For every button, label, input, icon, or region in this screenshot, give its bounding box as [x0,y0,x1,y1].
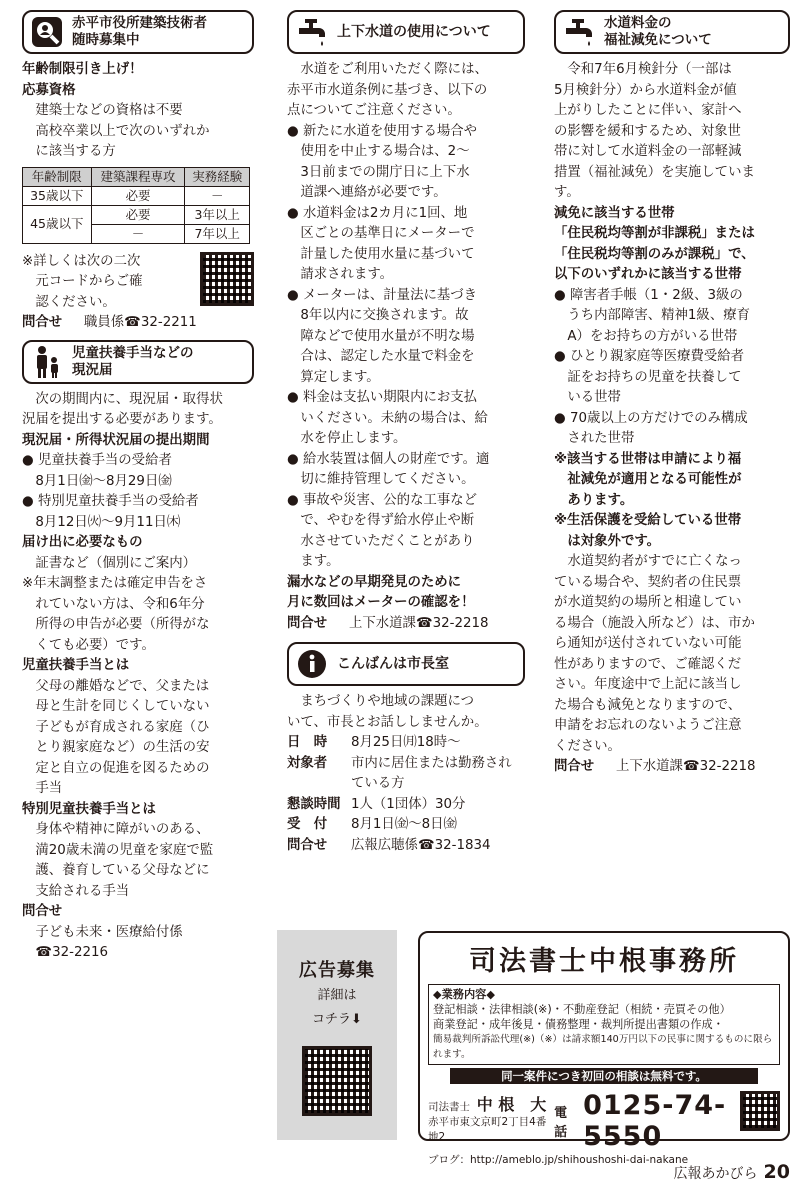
mayor-details [287,733,525,856]
def2-heading: 特別児童扶養手当とは [22,801,156,817]
list-item: ● 事故や災害、公的な工事など [287,492,478,508]
qual-line: 建築士などの資格は不要 [35,103,183,118]
law-qr-code[interactable] [740,1091,780,1131]
list-item: A）をお持ちの方がいる世帯 [567,328,738,344]
child-allowance-header [22,340,254,384]
column-3 [554,10,790,778]
table-cell: － [91,224,185,243]
table-cell: 7年以上 [185,224,250,243]
def2-line: 満20歳未満の児童を家庭で監 [35,842,214,858]
services-line: 登記相談・法律相談(※)・不動産登記（相続・売買その他） [433,1003,731,1016]
water-use-header [287,10,525,54]
ad-recruitment-box [277,930,397,1140]
services-box [428,984,780,1065]
detail-row [287,836,525,857]
relief-notes [554,450,790,553]
list-item: 証をお持ちの児童を扶養して [567,369,742,385]
note-line: あります。 [567,492,634,508]
recruit-title-1: 赤平市役所建築技術者 [72,15,207,31]
detail-value: 市内に居住または勤務されている方 [351,755,512,791]
need-text: 証書など（個別にご案内） [35,555,197,571]
table-cell: 45歳以下 [23,205,92,243]
services-line: 簡易裁判所訴訟代理(※)（※）は請求額140万円以下の民事に関するものに限られます。 [433,1034,773,1060]
eligible-cond: 以下のいずれかに該当する世帯 [554,267,742,282]
list-item: 算定します。 [300,369,380,385]
requirements-table [22,167,250,244]
list-item: 合は、認定した水量で料金を [300,349,475,364]
water-use-title: 上下水道の使用について [337,23,491,40]
faucet-icon [295,15,329,49]
list-item: 切に維持管理してください。 [300,472,475,487]
relief-intro: の影響を緩和するため、対象世 [554,123,741,139]
relief-para: 性がありますので、ご確認くだ [554,656,742,672]
child-contact-tel: ☎32-2216 [35,945,109,960]
list-item: ● ひとり親家庭等医療費受給者 [554,349,745,364]
detail-row [287,754,525,795]
qual-line: 高校卒業以上で次のいずれか [35,123,210,139]
qr-note: 認ください。 [35,294,116,310]
child-title-1: 児童扶養手当などの [72,344,194,361]
mayor-intro: いて、市長とお話ししませんか。 [287,714,488,730]
list-item: いる世帯 [567,390,621,405]
ad-details-line: 詳細は [317,988,357,1003]
role-label: 司法書士 [428,1101,470,1113]
water-bullet-list [287,122,525,573]
need-heading: 届け出に必要なもの [22,535,143,550]
list-item-text: 事故や災害、公的な工事など [302,492,478,508]
ad-qr-code[interactable] [302,1046,372,1116]
period-heading: 現況届・所得状況届の提出期間 [22,432,210,448]
list-item: うち内部障害、精神1級、療育 [567,308,750,323]
def1-line: 子どもが育成される家庭（ひ [35,719,210,735]
detail-label: 対象者 [287,755,328,771]
column-2 [287,10,525,856]
table-header: 年齢制限 [23,167,92,186]
law-office-title: 司法書士中根事務所 [469,946,739,977]
list-item: 8年以内に交換されます。故 [300,308,469,323]
relief-header [554,10,790,54]
free-consult-banner: 同一案件につき初回の相談は無料です。 [450,1068,758,1084]
list-item: 障などで使用水量が不明な場 [300,328,475,344]
eligible-cond: 「住民税均等割のみが課税」で、 [554,246,755,262]
column-1 [22,10,254,964]
qr-note: 元コードからご確 [35,274,143,289]
contact-label: 問合せ [22,904,63,919]
mayor-header [287,642,525,686]
def1-line: 母と生計を同じくしていない [35,699,210,714]
list-item-text: 障害者手帳（1・2級、3級の [569,287,743,303]
detail-value: 8月1日㈮～8日㈮ [351,817,457,832]
age-limit-line: 年齢制限引き上げ！ [22,62,143,77]
table-cell: 35歳以下 [23,186,92,205]
recruit-contact: 職員係☎32-2211 [84,315,197,330]
relief-para: る場合（施設入所など）は、市か [554,615,755,631]
relief-para: ら通知が送付されていない可能 [554,636,742,651]
list-item: いください。未納の場合は、給 [300,410,488,426]
detail-value: 1人（1団体）30分 [351,796,466,812]
qual-line: に該当する方 [35,144,116,159]
detail-label: 日 時 [287,735,328,750]
ad-details-line: コチラ⬇ [312,1012,362,1027]
list-item: 使用を中止する場合は、2～ [300,144,470,159]
list-item-text: ひとり親家庭等医療費受給者 [569,349,745,364]
law-office-ad [418,931,790,1166]
detail-value: 8月25日㈪18時～ [351,735,461,750]
contact-label: 問合せ [22,315,63,330]
tel-label: 電話 [554,1106,568,1140]
list-item: ● 特別児童扶養手当の受給者 [22,494,199,509]
leak-line: 漏水などの早期発見のために [287,574,462,590]
note-line: ※年末調整または確定申告をさ [22,576,208,591]
mayor-title: こんばんは市長室 [337,655,449,672]
child-intro: 況届を提出する必要があります。 [22,412,222,427]
services-heading: ◆業務内容◆ [433,988,495,1001]
detail-value: 広報広聴係☎32-1834 [351,837,491,853]
faucet-icon [562,15,596,49]
relief-para: た場合も減免となりますので、 [554,697,742,713]
note-line: ※生活保護を受給している世帯 [554,513,742,528]
list-item: 計量した使用水量に基づいて [300,246,475,262]
list-item: 道課へ連絡が必要です。 [300,185,447,200]
list-item: ます。 [300,554,340,569]
relief-title-2: 福祉減免について [604,32,712,48]
child-contact: 子ども未来・医療給付係 [35,924,183,940]
table-cell: 3年以上 [185,205,250,224]
relief-para: ている場合や、契約者の住民票 [554,574,742,590]
list-item-text: メーターは、計量法に基づき [302,287,478,303]
detail-row [287,815,525,836]
table-cell: 必要 [91,186,185,205]
publication-name: 広報あかびら [673,1166,758,1182]
def1-line: とり親家庭など）の生活の安 [35,740,210,755]
leak-line: 月に数回はメーターの確認を！ [287,595,475,610]
recruit-title-2: 随時募集中 [72,32,140,48]
list-item-text: 70歳以上の方だけでのみ構成 [569,410,748,426]
person-name: 中 根 大 [476,1095,547,1114]
eligible-heading: 減免に該当する世帯 [554,205,675,221]
mayor-intro: まちづくりや地域の課題につ [300,694,475,709]
def1-line: 手当 [35,781,63,796]
phone-number[interactable]: 0125-74-5550 [583,1090,727,1152]
list-item: ● 障害者手帳（1・2級、3級の [554,287,743,303]
note-line: は対象外です。 [567,533,661,549]
ad-title: 広告募集 [299,960,375,981]
list-item-text: 水道料金は2カ月に1回、地 [302,205,468,221]
child-title-2: 現況届 [72,361,113,378]
list-item: 水させていただくことがあり [300,533,475,549]
detail-label: 問合せ [287,837,328,853]
list-item: で、やむを得ず給水停止や断 [300,513,475,528]
list-item: 請求されます。 [300,267,394,282]
eligible-cond: 「住民税均等割が非課税」または [554,226,755,241]
relief-intro: 5月検針分）から水道料金が値 [554,82,737,98]
relief-intro: 令和7年6月検針分（一部は [567,62,732,77]
address: 赤平市東文京町2丁目4番地2 [428,1116,547,1143]
list-item: ● 70歳以上の方だけでのみ構成 [554,410,748,426]
child-intro: 次の期間内に、現況届・取得状 [35,391,223,407]
qualification-heading: 応募資格 [22,82,76,98]
info-icon [295,647,329,681]
def1-line: 定と自立の促進を図るための [35,760,210,776]
note-line: 祉減免が適用となる可能性が [567,472,742,487]
list-item-text: 新たに水道を使用する場合や [302,123,478,139]
list-item-date: 8月1日㈮～8月29日㈮ [35,473,172,489]
list-item: 水を停止します。 [300,431,407,446]
table-header: 建築課程専攻 [91,167,185,186]
relief-intro: 上がりしたことに伴い、家計へ [554,103,742,118]
water-contact: 上下水道課☎32-2218 [349,615,489,631]
relief-para: 水道契約者がすでに亡くなっ [567,554,742,569]
search-person-icon [30,15,64,49]
detail-label: 受 付 [287,817,328,832]
blog-url[interactable]: ブログ：http://ameblo.jp/shihoushoshi-dai-nakane [428,1154,689,1166]
relief-para: ください。 [554,738,621,754]
list-item: ● 児童扶養手当の受給者 [22,453,172,468]
list-item: ● 新たに水道を使用する場合や [287,123,478,139]
list-item: された世帯 [567,431,635,446]
eligible-list [554,286,790,450]
water-intro: 赤平市水道条例に基づき、以下の [287,82,488,98]
note-line: 所得の申告が必要（所得がな [35,617,210,632]
page-footer [674,1161,790,1183]
list-item: ● 料金は支払い期限内にお支払 [287,390,478,405]
parent-child-icon [30,345,64,379]
list-item: ● 水道料金は2カ月に1回、地 [287,205,468,221]
def2-line: 護、養育している父母などに [35,863,210,878]
recruit-qr-code[interactable] [200,252,254,306]
table-cell: － [185,186,250,205]
relief-contact: 上下水道課☎32-2218 [616,759,756,774]
detail-label: 懇談時間 [287,796,341,812]
contact-label: 問合せ [554,759,595,774]
relief-intro: す。 [554,185,580,200]
list-item-date: 8月12日㈫～9月11日㈭ [35,514,181,530]
relief-intro: 措置（福祉減免）を実施していま [554,164,755,180]
table-header: 実務経験 [185,167,250,186]
water-intro: 点についてご注意ください。 [287,103,461,118]
note-line: ※該当する世帯は申請により福 [554,451,742,467]
qr-note: ※詳しくは次の二次 [22,253,141,269]
relief-title-1: 水道料金の [604,15,672,31]
relief-intro: 帯に対して水道料金の一部軽減 [554,144,742,159]
detail-row [287,733,525,754]
list-item: 区ごとの基準日にメーターで [300,226,475,241]
contact-label: 問合せ [287,615,328,631]
services-line: 商業登記・成年後見・債務整理・裁判所提出書類の作成・ [433,1018,724,1031]
page-number: 20 [763,1161,790,1183]
def1-heading: 児童扶養手当とは [22,658,130,673]
list-item: ● 給水装置は個人の財産です。適 [287,451,490,467]
relief-para: 申請をお忘れのないようご注意 [554,718,742,733]
def2-line: 身体や精神に障がいのある、 [35,822,210,837]
list-item-text: 料金は支払い期限内にお支払 [302,390,478,405]
note-line: れていない方は、令和6年分 [35,596,205,612]
list-item: ● メーターは、計量法に基づき [287,287,478,303]
recruit-header [22,10,254,54]
list-item-text: 給水装置は個人の財産です。適 [302,451,490,467]
relief-para: さい。年度途中で上記に該当し [554,677,742,692]
def1-line: 父母の離婚などで、父または [35,678,210,694]
list-item: 3日前までの開庁日に上下水 [300,164,470,180]
relief-para: が水道契約の場所と相違してい [554,595,742,610]
def2-line: 支給される手当 [35,883,130,899]
note-line: くても必要）です。 [35,637,155,653]
table-cell: 必要 [91,205,185,224]
detail-row [287,795,525,816]
water-intro: 水道をご利用いただく際には、 [300,62,488,77]
